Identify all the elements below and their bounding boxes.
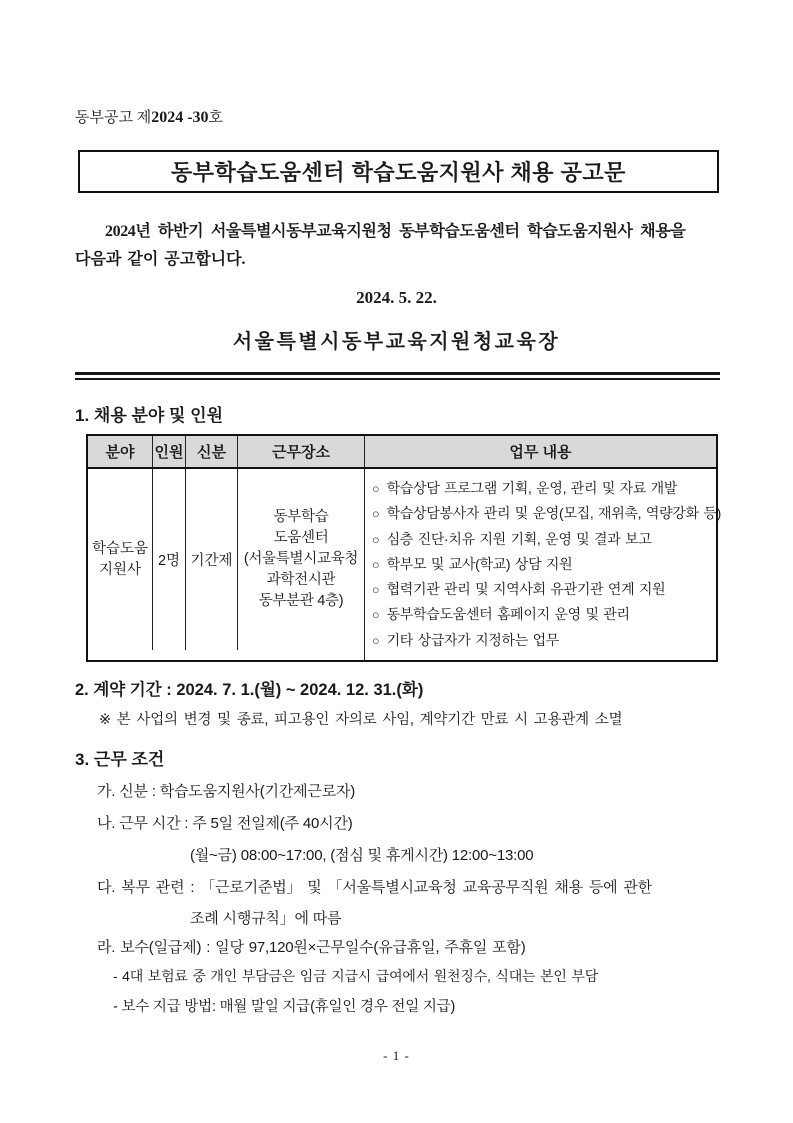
doc-number-value: 2024 -30 <box>151 109 209 126</box>
circle-bullet: ○ <box>372 532 380 547</box>
circle-bullet: ○ <box>372 557 380 572</box>
condition-status: 가. 신분 : 학습도움지원사(기간제근로자) <box>97 783 356 800</box>
duty-text: 학습상담 프로그램 기획, 운영, 관리 및 자료 개발 <box>386 480 678 497</box>
header-cell-headcount: 인원 <box>152 436 185 469</box>
duty-text: 학부모 및 교사(학교) 상담 지원 <box>386 555 573 572</box>
header-cell-field: 분야 <box>88 436 152 469</box>
section1-heading: 1. 채용 분야 및 인원 <box>75 406 224 425</box>
cell-employment-type <box>185 469 237 650</box>
intro-line-1: 2024년 하반기 서울특별시동부교육지원청 동부학습도움센터 학습도움지원사 채용을 <box>105 223 686 240</box>
duty-text: 학습상담봉사자 관리 및 운영(모집, 재위촉, 역량강화 등) <box>386 505 721 522</box>
circle-bullet: ○ <box>372 633 380 648</box>
duty-text: 협력기관 관리 및 지역사회 유관기관 연계 지원 <box>386 581 666 598</box>
condition-work-hours-detail: (월~금) 08:00~17:00, (점심 및 휴게시간) 12:00~13:00 <box>190 847 534 864</box>
page-number: - 1 - <box>383 1048 410 1063</box>
recruitment-table <box>86 434 721 662</box>
header-cell-duties: 업무 내용 <box>364 436 716 469</box>
condition-service-rules-line1: 다. 복무 관련 : 「근로기준법」 및 「서울특별시교육청 교육공무직원 채용 등에 관한 <box>97 879 653 896</box>
duty-text: 기타 상급자가 지정하는 업무 <box>386 631 560 648</box>
duty-text: 심층 진단·치유 지원 기획, 운영 및 결과 보고 <box>386 530 652 547</box>
duty-item <box>372 602 714 627</box>
intro-paragraph <box>75 218 720 274</box>
workplace-line: 동부분관 4층) <box>258 593 344 609</box>
notice-title: 동부학습도움센터 학습도움지원사 채용 공고문 <box>171 160 626 185</box>
header-cell-employment-type: 신분 <box>185 436 237 469</box>
table-body-row <box>88 469 721 660</box>
condition-work-hours: 나. 근무 시간 : 주 5일 전일제(주 40시간) <box>97 815 353 832</box>
duty-item <box>372 527 714 552</box>
cell-workplace <box>237 469 364 650</box>
workplace-line: 도움센터 <box>273 530 329 546</box>
section2-heading: 2. 계약 기간 : 2024. 7. 1.(월) ~ 2024. 12. 31.(화) <box>75 681 424 699</box>
condition-pay-detail-2: - 보수 지급 방법: 매월 말일 지급(휴일인 경우 전일 지급) <box>113 999 456 1015</box>
duty-text: 동부학습도움센터 홈페이지 운영 및 관리 <box>386 606 630 623</box>
announcement-date: 2024. 5. 22. <box>356 288 437 307</box>
table-header-row <box>88 436 716 469</box>
issuing-authority: 서울특별시동부교육지원청교육장 <box>232 331 561 353</box>
workplace-line: (서울특별시교육청 <box>243 551 359 567</box>
doc-number-prefix: 동부공고 제 <box>75 110 152 126</box>
circle-bullet: ○ <box>372 482 380 497</box>
circle-bullet: ○ <box>372 583 380 598</box>
duty-item <box>372 628 714 653</box>
section2-note: ※ 본 사업의 변경 및 종료, 피고용인 자의로 사임, 계약기간 만료 시 고용관계 소멸 <box>99 712 623 728</box>
duty-item <box>372 577 714 602</box>
circle-bullet: ○ <box>372 507 380 522</box>
employment-type-value: 기간제 <box>190 553 233 569</box>
condition-pay-detail-1: - 4대 보험료 중 개인 부담금은 임금 지급시 급여에서 원천징수, 식대는 본인 부담 <box>113 968 599 984</box>
notice-title-box <box>78 150 719 193</box>
cell-duties <box>364 469 721 660</box>
duty-item <box>372 501 721 526</box>
double-rule-divider <box>75 372 720 380</box>
condition-pay: 라. 보수(일급제) : 일당 97,120원×근무일수(유급휴일, 주휴일 포함) <box>97 939 526 956</box>
doc-number-suffix: 호 <box>208 110 224 126</box>
section3-heading: 3. 근무 조건 <box>75 750 165 769</box>
header-cell-workplace: 근무장소 <box>237 436 364 469</box>
doc-number <box>75 106 223 127</box>
intro-line-2: 다음과 같이 공고합니다. <box>75 251 246 268</box>
duty-item <box>372 552 714 577</box>
condition-service-rules-line2: 조례 시행규칙」에 따름 <box>190 910 342 927</box>
cell-headcount <box>152 469 185 650</box>
headcount-value: 2명 <box>157 553 181 569</box>
field-line: 지원사 <box>98 561 142 578</box>
duty-item <box>372 476 714 501</box>
circle-bullet: ○ <box>372 608 380 623</box>
cell-field <box>88 469 152 650</box>
field-line: 학습도움 <box>91 540 149 557</box>
workplace-line: 과학전시관 <box>266 572 336 588</box>
workplace-line: 동부학습 <box>273 509 329 525</box>
